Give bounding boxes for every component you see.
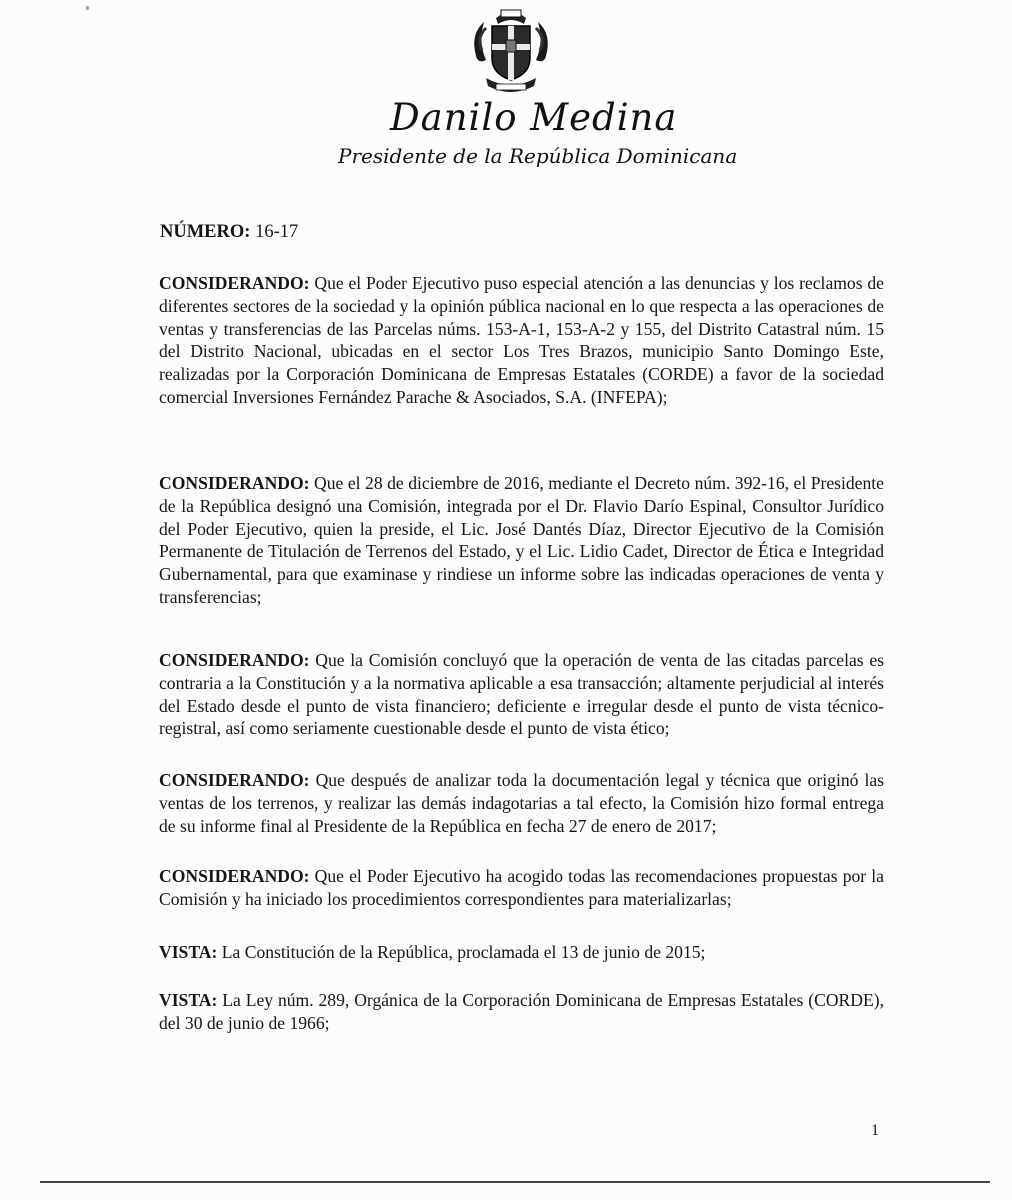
- signature-name: Danilo Medina: [390, 96, 678, 139]
- paragraph-text: Que el 28 de diciembre de 2016, mediante el Decreto núm. 392-16, el Presidente de la República designó una Comisión, integrada por el Dr. Flavio Darío Espinal, Consultor Jurídico del Poder Ejecutivo, quien la preside, el Lic. José Dantés Díaz, Director Ejecutivo de la Comisión Permanente de Titulación de Terrenos del Estado, y el Lic. Lidio Cadet, Director de Ética e Integridad Gubernamental, para que examinase y rindiese un informe sobre las indicadas operaciones de venta y transferencias;: [159, 473, 884, 607]
- vista-paragraph-1: [159, 941, 884, 964]
- considerando-paragraph-2: [159, 472, 884, 609]
- paragraph-text: La Constitución de la República, proclamada el 13 de junio de 2015;: [221, 942, 706, 962]
- decree-number-label: NÚMERO:: [160, 222, 251, 242]
- paragraph-label: CONSIDERANDO:: [159, 866, 310, 886]
- paragraph-label: CONSIDERANDO:: [159, 770, 310, 790]
- paragraph-label: CONSIDERANDO:: [159, 650, 310, 670]
- considerando-paragraph-1: [159, 272, 884, 409]
- paragraph-text: Que el Poder Ejecutivo puso especial atención a las denuncias y los reclamos de diferentes sectores de la sociedad y la opinión pública nacional en lo que respecta a las operaciones de ventas y transferencias de las Parcelas núms. 153-A-1, 153-A-2 y 155, del Distrito Catastral núm. 15 del Distrito Nacional, ubicadas en el sector Los Tres Brazos, municipio Santo Domingo Este, realizadas por la Corporación Dominicana de Empresas Estatales (CORDE) a favor de la sociedad comercial Inversiones Fernández Parache & Asociados, S.A. (INFEPA);: [159, 273, 884, 407]
- paragraph-text: Que la Comisión concluyó que la operación de venta de las citadas parcelas es contraria a la Constitución y a la normativa aplicable a esa transacción; altamente perjudicial al interés del Estado desde el punto de vista financiero; deficiente e irregular desde el punto de vista técnico-registral, así como seriamente cuestionable desde el punto de vista ético;: [159, 650, 884, 739]
- bottom-divider: [40, 1181, 990, 1183]
- paragraph-text: Que el Poder Ejecutivo ha acogido todas las recomendaciones propuestas por la Comisión y ha iniciado los procedimientos correspondientes para materializarlas;: [159, 866, 884, 909]
- paragraph-text: Que después de analizar toda la documentación legal y técnica que originó las ventas de los terrenos, y realizar las demás indagotarias a tal efecto, la Comisión hizo formal entrega de su informe final al Presidente de la República en fecha 27 de enero de 2017;: [159, 770, 884, 836]
- paragraph-label: VISTA:: [159, 942, 218, 962]
- considerando-paragraph-4: [159, 769, 884, 837]
- considerando-paragraph-5: [159, 865, 884, 911]
- page-number: 1: [871, 1122, 879, 1139]
- scan-speck: [86, 6, 89, 10]
- paragraph-label: CONSIDERANDO:: [159, 473, 310, 493]
- paragraph-label: VISTA:: [159, 990, 218, 1010]
- decree-number: [160, 222, 298, 243]
- decree-number-value: 16-17: [255, 222, 299, 242]
- paragraph-label: CONSIDERANDO:: [159, 273, 310, 293]
- signature-title: Presidente de la República Dominicana: [338, 144, 738, 168]
- vista-paragraph-2: [159, 989, 884, 1035]
- coat-of-arms-seal: [466, 4, 556, 96]
- considerando-paragraph-3: [159, 649, 884, 740]
- paragraph-text: La Ley núm. 289, Orgánica de la Corporación Dominicana de Empresas Estatales (CORDE), del 30 de junio de 1966;: [159, 990, 885, 1033]
